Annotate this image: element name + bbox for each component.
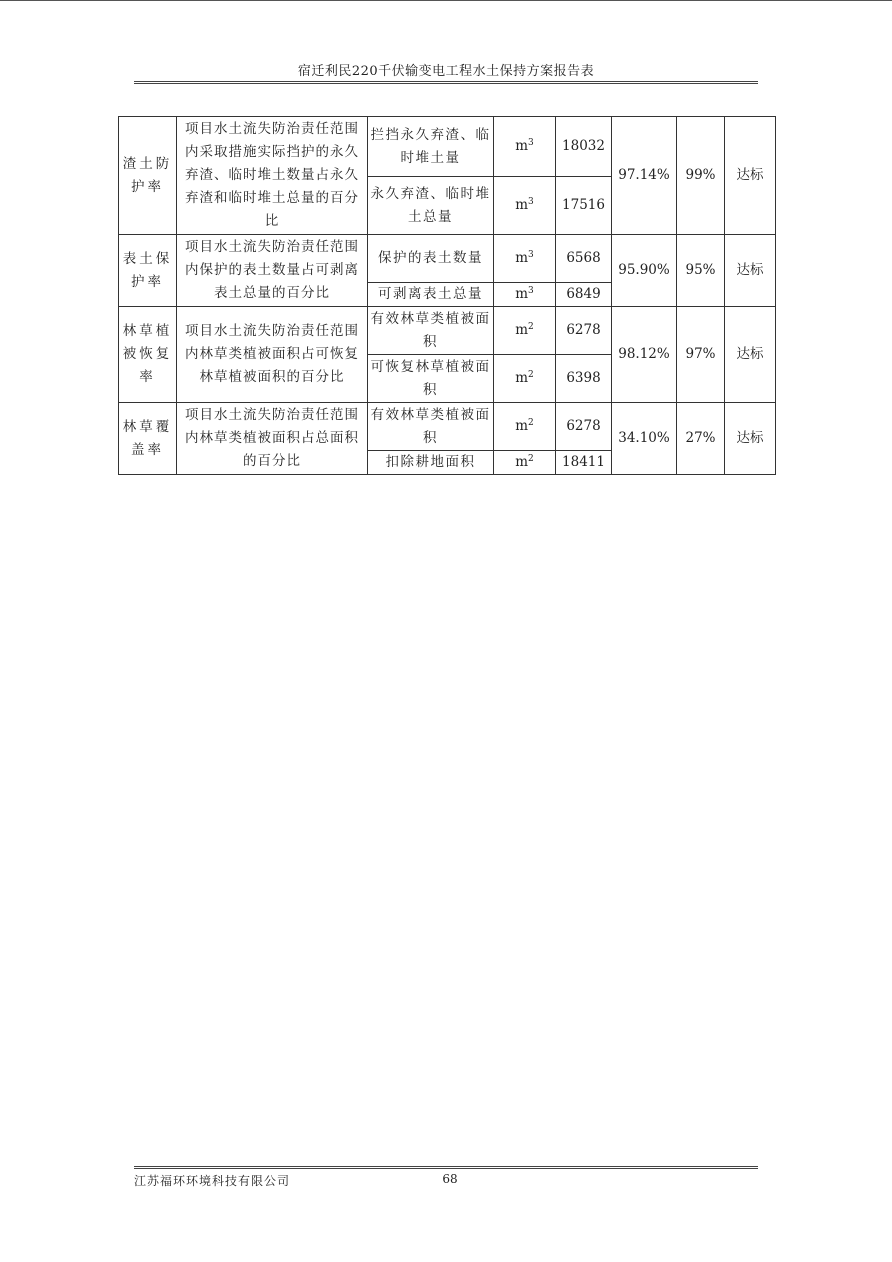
item-name: 拦挡永久弃渣、临时堆土量 xyxy=(368,117,494,177)
indicator-name: 林草植被恢复率 xyxy=(119,307,177,403)
indicator-name: 表土保护率 xyxy=(119,235,177,307)
document-header-title: 宿迁利民220千伏输变电工程水土保持方案报告表 xyxy=(297,64,595,79)
table-row xyxy=(119,235,776,283)
item-value: 6278 xyxy=(556,307,612,355)
target-value: 97% xyxy=(677,307,725,403)
item-value: 17516 xyxy=(556,177,612,235)
achieved-value: 34.10% xyxy=(612,403,677,475)
header-divider xyxy=(134,81,758,84)
item-value: 18032 xyxy=(556,117,612,177)
item-unit: $m^3$ xyxy=(494,177,556,235)
page-number: 68 xyxy=(442,1172,458,1186)
item-name: 保护的表土数量 xyxy=(368,235,494,283)
status-text: 达标 xyxy=(725,307,776,403)
indicator-definition: 项目水土流失防治责任范围内采取措施实际挡护的永久弃渣、临时堆土数量占永久弃渣和临时堆土总量的百分比 xyxy=(177,117,368,235)
target-value: 99% xyxy=(677,117,725,235)
item-name: 有效林草类植被面积 xyxy=(368,403,494,451)
page-top-border xyxy=(0,0,892,1)
item-name: 可剥离表土总量 xyxy=(368,283,494,307)
indicator-definition: 项目水土流失防治责任范围内保护的表土数量占可剥离表土总量的百分比 xyxy=(177,235,368,307)
table-row xyxy=(119,117,776,177)
indicator-name: 渣土防护率 xyxy=(119,117,177,235)
item-value: 6849 xyxy=(556,283,612,307)
status-text: 达标 xyxy=(725,235,776,307)
item-unit: $m^2$ xyxy=(494,307,556,355)
soil-conservation-metrics-table xyxy=(118,116,776,475)
item-value: 18411 xyxy=(556,451,612,475)
item-name: 永久弃渣、临时堆土总量 xyxy=(368,177,494,235)
item-name: 扣除耕地面积 xyxy=(368,451,494,475)
footer-company-name: 江苏福环环境科技有限公司 xyxy=(134,1174,291,1188)
item-name: 可恢复林草植被面积 xyxy=(368,355,494,403)
indicator-definition: 项目水土流失防治责任范围内林草类植被面积占可恢复林草植被面积的百分比 xyxy=(177,307,368,403)
achieved-value: 97.14% xyxy=(612,117,677,235)
table-row xyxy=(119,307,776,355)
item-unit: $m^3$ xyxy=(494,117,556,177)
achieved-value: 98.12% xyxy=(612,307,677,403)
indicator-name: 林草覆盖率 xyxy=(119,403,177,475)
target-value: 95% xyxy=(677,235,725,307)
item-value: 6278 xyxy=(556,403,612,451)
item-value: 6568 xyxy=(556,235,612,283)
status-text: 达标 xyxy=(725,117,776,235)
item-unit: $m^2$ xyxy=(494,451,556,475)
status-text: 达标 xyxy=(725,403,776,475)
target-value: 27% xyxy=(677,403,725,475)
item-unit: $m^3$ xyxy=(494,235,556,283)
item-value: 6398 xyxy=(556,355,612,403)
table-row xyxy=(119,403,776,451)
indicator-definition: 项目水土流失防治责任范围内林草类植被面积占总面积的百分比 xyxy=(177,403,368,475)
item-unit: $m^2$ xyxy=(494,403,556,451)
item-unit: $m^3$ xyxy=(494,283,556,307)
footer-divider xyxy=(134,1166,758,1169)
item-name: 有效林草类植被面积 xyxy=(368,307,494,355)
item-unit: $m^2$ xyxy=(494,355,556,403)
achieved-value: 95.90% xyxy=(612,235,677,307)
